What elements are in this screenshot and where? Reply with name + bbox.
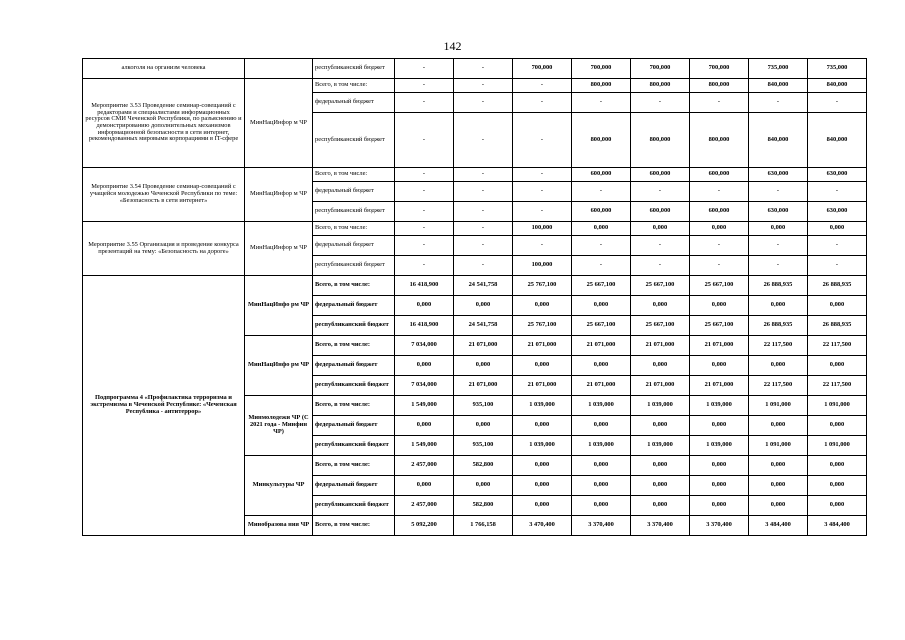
executor-cell: Минмолодежи ЧР (С 2021 года - Минфин ЧР) [245, 396, 313, 456]
executor-cell [245, 59, 313, 79]
activity-cell: Мероприятие 3.53 Проведение семинар-совещаний с редакторами и специалистами информационных ресурсов СМИ Чеченской Республики, по разъяснению и демонстрированию дополнительных механизмов информационной безопасности в сети интернет, рекомендованных мировыми корпорациями в IT-сфере [83, 79, 245, 168]
amount-cell: 0,000 [690, 296, 749, 316]
amount-cell: 1 091,000 [749, 396, 808, 416]
funding-source-cell: республиканский бюджет [313, 376, 395, 396]
amount-cell: - [395, 168, 454, 182]
amount-cell: 935,100 [454, 396, 513, 416]
amount-cell: 0,000 [395, 476, 454, 496]
amount-cell: 735,000 [808, 59, 867, 79]
amount-cell: 0,000 [572, 296, 631, 316]
funding-source-cell: федеральный бюджет [313, 236, 395, 256]
amount-cell: 0,000 [749, 356, 808, 376]
amount-cell: 25 667,100 [690, 316, 749, 336]
amount-cell: 25 667,100 [572, 276, 631, 296]
funding-source-cell: республиканский бюджет [313, 316, 395, 336]
amount-cell: - [513, 113, 572, 168]
amount-cell: - [513, 79, 572, 93]
amount-cell: 24 541,758 [454, 276, 513, 296]
amount-cell: - [395, 182, 454, 202]
funding-source-cell: республиканский бюджет [313, 59, 395, 79]
amount-cell: 1 549,000 [395, 436, 454, 456]
amount-cell: 0,000 [513, 296, 572, 316]
executor-cell: Минкультуры ЧР [245, 456, 313, 516]
amount-cell: 0,000 [395, 296, 454, 316]
amount-cell: 800,000 [631, 79, 690, 93]
funding-source-cell: Всего, в том числе: [313, 222, 395, 236]
amount-cell: 0,000 [572, 476, 631, 496]
amount-cell: 21 071,000 [572, 336, 631, 356]
amount-cell: - [454, 59, 513, 79]
amount-cell: 0,000 [572, 416, 631, 436]
amount-cell: 3 484,400 [808, 516, 867, 536]
amount-cell: - [631, 182, 690, 202]
amount-cell: 0,000 [513, 356, 572, 376]
amount-cell: 0,000 [454, 416, 513, 436]
funding-source-cell: республиканский бюджет [313, 256, 395, 276]
amount-cell: - [454, 256, 513, 276]
amount-cell: 600,000 [572, 202, 631, 222]
amount-cell: - [395, 236, 454, 256]
amount-cell: - [454, 93, 513, 113]
amount-cell: - [513, 182, 572, 202]
executor-cell: МинНацИнфо рм ЧР [245, 336, 313, 396]
amount-cell: - [631, 93, 690, 113]
amount-cell: 7 034,000 [395, 376, 454, 396]
amount-cell: - [454, 182, 513, 202]
amount-cell: 1 549,000 [395, 396, 454, 416]
amount-cell: 700,000 [572, 59, 631, 79]
table-row [83, 168, 867, 182]
amount-cell: 800,000 [690, 79, 749, 93]
amount-cell: 1 091,000 [808, 436, 867, 456]
amount-cell: 7 034,000 [395, 336, 454, 356]
amount-cell: 3 470,400 [513, 516, 572, 536]
amount-cell: 21 071,000 [631, 336, 690, 356]
amount-cell: - [395, 93, 454, 113]
amount-cell: 0,000 [808, 296, 867, 316]
amount-cell: - [690, 236, 749, 256]
amount-cell: - [808, 236, 867, 256]
amount-cell: 840,000 [808, 113, 867, 168]
amount-cell: 1 766,158 [454, 516, 513, 536]
amount-cell: 0,000 [395, 416, 454, 436]
executor-cell: МинНацИнфор м ЧР [245, 168, 313, 222]
amount-cell: 1 091,000 [808, 396, 867, 416]
amount-cell: 0,000 [572, 356, 631, 376]
amount-cell: 21 071,000 [572, 376, 631, 396]
amount-cell: 24 541,758 [454, 316, 513, 336]
amount-cell: 1 039,000 [572, 436, 631, 456]
amount-cell: 25 667,100 [631, 276, 690, 296]
amount-cell: 1 039,000 [631, 396, 690, 416]
activity-cell: алкоголя на организм человека [83, 59, 245, 79]
amount-cell: 630,000 [808, 202, 867, 222]
amount-cell: 0,000 [513, 496, 572, 516]
amount-cell: 1 039,000 [631, 436, 690, 456]
amount-cell: - [395, 256, 454, 276]
amount-cell: 840,000 [808, 79, 867, 93]
amount-cell: - [572, 93, 631, 113]
table-row [83, 222, 867, 236]
amount-cell: 0,000 [454, 356, 513, 376]
amount-cell: 800,000 [690, 113, 749, 168]
amount-cell: - [395, 222, 454, 236]
amount-cell: - [513, 168, 572, 182]
amount-cell: - [690, 182, 749, 202]
amount-cell: - [572, 182, 631, 202]
amount-cell: - [631, 236, 690, 256]
amount-cell: - [808, 256, 867, 276]
amount-cell: 700,000 [690, 59, 749, 79]
funding-source-cell: федеральный бюджет [313, 416, 395, 436]
amount-cell: 0,000 [513, 476, 572, 496]
amount-cell: 0,000 [808, 416, 867, 436]
amount-cell: 630,000 [749, 168, 808, 182]
amount-cell: 0,000 [808, 356, 867, 376]
amount-cell: 582,800 [454, 496, 513, 516]
amount-cell: 25 667,100 [572, 316, 631, 336]
amount-cell: 0,000 [749, 456, 808, 476]
amount-cell: 0,000 [690, 456, 749, 476]
amount-cell: - [395, 113, 454, 168]
amount-cell: 0,000 [690, 476, 749, 496]
amount-cell: 700,000 [631, 59, 690, 79]
amount-cell: 0,000 [572, 222, 631, 236]
amount-cell: 0,000 [631, 222, 690, 236]
activity-cell: Мероприятие 3.55 Организация и проведение конкурса презентаций на тему: «Безопасность на дороге» [83, 222, 245, 276]
funding-source-cell: Всего, в том числе: [313, 276, 395, 296]
amount-cell: 0,000 [690, 416, 749, 436]
amount-cell: - [513, 236, 572, 256]
amount-cell: 25 767,100 [513, 276, 572, 296]
amount-cell: 582,800 [454, 456, 513, 476]
amount-cell: 21 071,000 [631, 376, 690, 396]
budget-table [82, 58, 867, 536]
amount-cell: 26 888,935 [808, 316, 867, 336]
amount-cell: 0,000 [631, 496, 690, 516]
amount-cell: 1 039,000 [513, 396, 572, 416]
amount-cell: - [454, 222, 513, 236]
amount-cell: 26 888,935 [749, 276, 808, 296]
amount-cell: 2 457,000 [395, 456, 454, 476]
page-number: 142 [443, 39, 462, 53]
amount-cell: 0,000 [631, 476, 690, 496]
amount-cell: 935,100 [454, 436, 513, 456]
amount-cell: 800,000 [572, 79, 631, 93]
amount-cell: 21 071,000 [513, 336, 572, 356]
amount-cell: 630,000 [808, 168, 867, 182]
amount-cell: 3 370,400 [572, 516, 631, 536]
funding-source-cell: республиканский бюджет [313, 202, 395, 222]
amount-cell: 600,000 [631, 202, 690, 222]
amount-cell: - [454, 168, 513, 182]
amount-cell: 3 370,400 [631, 516, 690, 536]
amount-cell: 26 888,935 [808, 276, 867, 296]
table-row [83, 59, 867, 79]
amount-cell: 3 370,400 [690, 516, 749, 536]
amount-cell: 0,000 [690, 356, 749, 376]
amount-cell: 0,000 [572, 456, 631, 476]
funding-source-cell: федеральный бюджет [313, 356, 395, 376]
amount-cell: 0,000 [572, 496, 631, 516]
amount-cell: - [513, 202, 572, 222]
amount-cell: 735,000 [749, 59, 808, 79]
amount-cell: - [572, 256, 631, 276]
amount-cell: 800,000 [631, 113, 690, 168]
funding-source-cell: Всего, в том числе: [313, 396, 395, 416]
executor-cell: Минобразова ния ЧР [245, 516, 313, 536]
amount-cell: 0,000 [631, 416, 690, 436]
amount-cell: 600,000 [631, 168, 690, 182]
amount-cell: 100,000 [513, 256, 572, 276]
amount-cell: 0,000 [808, 496, 867, 516]
funding-source-cell: федеральный бюджет [313, 476, 395, 496]
funding-source-cell: Всего, в том числе: [313, 168, 395, 182]
amount-cell: 0,000 [631, 456, 690, 476]
amount-cell: 840,000 [749, 113, 808, 168]
amount-cell: 0,000 [808, 476, 867, 496]
amount-cell: 0,000 [395, 356, 454, 376]
amount-cell: 0,000 [749, 476, 808, 496]
amount-cell: 0,000 [749, 496, 808, 516]
amount-cell: 0,000 [749, 416, 808, 436]
amount-cell: 0,000 [690, 222, 749, 236]
amount-cell: - [631, 256, 690, 276]
amount-cell: 26 888,935 [749, 316, 808, 336]
amount-cell: 0,000 [454, 476, 513, 496]
funding-source-cell: республиканский бюджет [313, 496, 395, 516]
amount-cell: - [395, 202, 454, 222]
amount-cell: - [808, 93, 867, 113]
amount-cell: 1 039,000 [690, 396, 749, 416]
funding-source-cell: республиканский бюджет [313, 436, 395, 456]
amount-cell: 25 667,100 [690, 276, 749, 296]
amount-cell: 0,000 [749, 222, 808, 236]
amount-cell: 1 091,000 [749, 436, 808, 456]
amount-cell: 0,000 [631, 296, 690, 316]
amount-cell: - [749, 182, 808, 202]
amount-cell: 3 484,400 [749, 516, 808, 536]
amount-cell: 0,000 [454, 296, 513, 316]
amount-cell: - [454, 113, 513, 168]
amount-cell: 1 039,000 [572, 396, 631, 416]
amount-cell: 1 039,000 [690, 436, 749, 456]
amount-cell: 0,000 [749, 296, 808, 316]
amount-cell: 600,000 [690, 168, 749, 182]
funding-source-cell: республиканский бюджет [313, 113, 395, 168]
executor-cell: МинНацИнфор м ЧР [245, 79, 313, 168]
table-row [83, 79, 867, 93]
amount-cell: 600,000 [690, 202, 749, 222]
amount-cell: 0,000 [631, 356, 690, 376]
amount-cell: 25 667,100 [631, 316, 690, 336]
funding-source-cell: Всего, в том числе: [313, 79, 395, 93]
amount-cell: - [513, 93, 572, 113]
amount-cell: - [454, 79, 513, 93]
amount-cell: 21 071,000 [690, 376, 749, 396]
amount-cell: 16 418,900 [395, 276, 454, 296]
amount-cell: 700,000 [513, 59, 572, 79]
amount-cell: - [808, 182, 867, 202]
amount-cell: - [454, 202, 513, 222]
funding-source-cell: федеральный бюджет [313, 93, 395, 113]
amount-cell: 25 767,100 [513, 316, 572, 336]
amount-cell: 0,000 [690, 496, 749, 516]
executor-cell: МинНацИнфо рм ЧР [245, 276, 313, 336]
activity-cell: Подпрограмма 4 «Профилактика терроризма и экстремизма в Чеченской Республике: «Чеченская Республика - антитеррор» [83, 276, 245, 536]
amount-cell: 16 418,900 [395, 316, 454, 336]
executor-cell: МинНацИнфор м ЧР [245, 222, 313, 276]
amount-cell: 840,000 [749, 79, 808, 93]
amount-cell: 21 071,000 [690, 336, 749, 356]
amount-cell: - [749, 256, 808, 276]
amount-cell: 600,000 [572, 168, 631, 182]
amount-cell: 630,000 [749, 202, 808, 222]
amount-cell: 0,000 [513, 456, 572, 476]
activity-cell: Мероприятие 3.54 Проведение семинар-совещаний с учащейся молодежью Чеченской Республики по теме: «Безопасность в сети интернет» [83, 168, 245, 222]
amount-cell: 22 117,500 [808, 336, 867, 356]
amount-cell: - [395, 79, 454, 93]
funding-source-cell: Всего, в том числе: [313, 336, 395, 356]
amount-cell: 0,000 [808, 456, 867, 476]
amount-cell: - [572, 236, 631, 256]
funding-source-cell: федеральный бюджет [313, 182, 395, 202]
amount-cell: 1 039,000 [513, 436, 572, 456]
amount-cell: - [690, 256, 749, 276]
amount-cell: - [749, 236, 808, 256]
amount-cell: 21 071,000 [454, 376, 513, 396]
funding-source-cell: Всего, в том числе: [313, 456, 395, 476]
amount-cell: - [395, 59, 454, 79]
amount-cell: 21 071,000 [513, 376, 572, 396]
amount-cell: 100,000 [513, 222, 572, 236]
amount-cell: - [749, 93, 808, 113]
table-row [83, 276, 867, 296]
amount-cell: 22 117,500 [749, 336, 808, 356]
amount-cell: 21 071,000 [454, 336, 513, 356]
amount-cell: 5 092,200 [395, 516, 454, 536]
amount-cell: 2 457,000 [395, 496, 454, 516]
amount-cell: - [454, 236, 513, 256]
amount-cell: 0,000 [808, 222, 867, 236]
funding-source-cell: Всего, в том числе: [313, 516, 395, 536]
amount-cell: 0,000 [513, 416, 572, 436]
amount-cell: 800,000 [572, 113, 631, 168]
amount-cell: - [690, 93, 749, 113]
funding-source-cell: федеральный бюджет [313, 296, 395, 316]
amount-cell: 22 117,500 [749, 376, 808, 396]
amount-cell: 22 117,500 [808, 376, 867, 396]
